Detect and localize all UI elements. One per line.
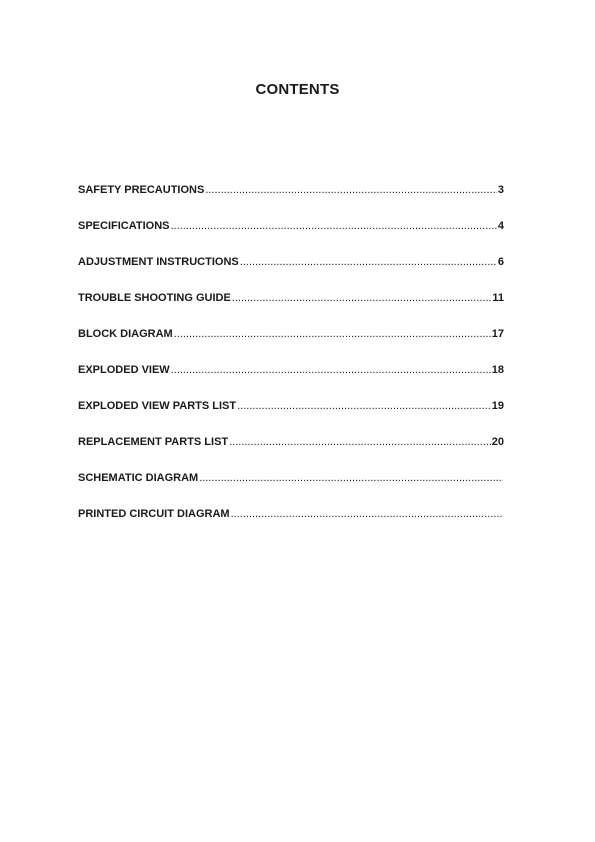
- toc-entry-label: BLOCK DIAGRAM: [78, 328, 173, 340]
- toc-entry-exploded-view: [78, 364, 504, 400]
- page-title: CONTENTS: [255, 81, 340, 98]
- dot-leader: [205, 184, 497, 196]
- dot-leader: [229, 436, 491, 448]
- toc-entry-label: ADJUSTMENT INSTRUCTIONS: [78, 256, 239, 268]
- toc-entry-page-number: 4: [497, 220, 504, 232]
- toc-entry-label: SAFETY PRECAUTIONS: [78, 184, 205, 196]
- toc-entry-label: EXPLODED VIEW PARTS LIST: [78, 400, 237, 412]
- toc-entry-label: EXPLODED VIEW: [78, 364, 170, 376]
- dot-leader: [170, 220, 496, 232]
- toc-entry-page-number: 17: [491, 328, 504, 340]
- toc-entry-page-number: 18: [491, 364, 504, 376]
- toc-entry-trouble-shooting-guide: [78, 292, 504, 328]
- toc-entry-schematic-diagram: [78, 472, 504, 508]
- dot-leader: [237, 400, 491, 412]
- dot-leader: [199, 472, 503, 484]
- toc-entry-safety-precautions: [78, 184, 504, 220]
- toc-entry-label: TROUBLE SHOOTING GUIDE: [78, 292, 231, 304]
- toc-entry-printed-circuit-diagram: [78, 508, 504, 544]
- dot-leader: [174, 328, 491, 340]
- toc-entry-page-number: 3: [497, 184, 504, 196]
- dot-leader: [240, 256, 497, 268]
- dot-leader: [171, 364, 491, 376]
- toc-entry-page-number: 20: [491, 436, 504, 448]
- toc-entry-label: REPLACEMENT PARTS LIST: [78, 436, 229, 448]
- toc-entry-page-number: 19: [491, 400, 504, 412]
- toc-entry-replacement-parts-list: [78, 436, 504, 472]
- toc-entry-exploded-view-parts-list: [78, 400, 504, 436]
- table-of-contents: [78, 184, 504, 544]
- toc-entry-adjustment-instructions: [78, 256, 504, 292]
- toc-entry-specifications: [78, 220, 504, 256]
- toc-entry-page-number: 11: [492, 292, 504, 304]
- dot-leader: [231, 508, 503, 520]
- toc-entry-block-diagram: [78, 328, 504, 364]
- dot-leader: [232, 292, 492, 304]
- toc-entry-page-number: 6: [497, 256, 504, 268]
- toc-entry-label: SCHEMATIC DIAGRAM: [78, 472, 199, 484]
- toc-entry-label: SPECIFICATIONS: [78, 220, 170, 232]
- toc-entry-label: PRINTED CIRCUIT DIAGRAM: [78, 508, 230, 520]
